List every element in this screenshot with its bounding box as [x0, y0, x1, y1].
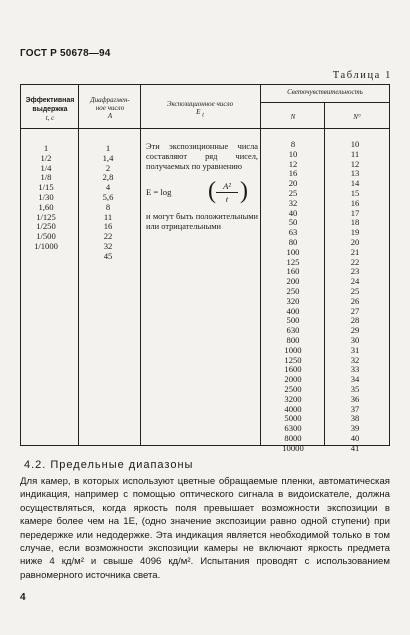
table-top-rule: [20, 84, 390, 85]
ev-explanation-1: Эти экспозиционные числа составляют ряд чисел, получаемых по уравнению: [146, 142, 258, 172]
exposure-cell: 1/8: [40, 172, 52, 183]
aperture-cell: 1: [105, 143, 111, 153]
iso-deg-cell: 27: [350, 305, 360, 316]
iso-deg-column: [332, 140, 378, 454]
iso-deg-cell: 41: [350, 442, 360, 453]
exposure-cell: 1/4: [40, 162, 52, 173]
aperture-cell: 32: [103, 240, 113, 251]
exposure-cell: 1/2: [40, 152, 52, 163]
table-right-rule: [389, 84, 390, 446]
iso-deg-cell: 17: [350, 207, 360, 218]
iso-n-cell: 8: [290, 139, 296, 149]
formula-fraction-bar: [216, 192, 238, 193]
iso-n-cell: 6300: [284, 423, 302, 434]
aperture-cell: 5,6: [102, 191, 114, 202]
iso-n-cell: 2000: [284, 374, 302, 385]
iso-deg-cell: 22: [350, 256, 360, 267]
iso-n-cell: 160: [286, 266, 300, 277]
iso-n-cell: 16: [288, 168, 298, 179]
header-bottom-rule: [20, 128, 390, 129]
aperture-cell: 11: [103, 211, 113, 222]
iso-n-cell: 10000: [282, 442, 304, 453]
header-sensitivity: Светочувствительность: [287, 88, 363, 96]
column-rule-1: [78, 84, 79, 446]
iso-deg-cell: 13: [350, 168, 360, 179]
iso-n-cell: 800: [286, 334, 300, 345]
iso-deg-cell: 16: [350, 197, 360, 208]
iso-n-cell: 2500: [284, 383, 302, 394]
column-rule-4: [324, 102, 325, 446]
aperture-cell: 8: [105, 201, 111, 212]
page-number: 4: [20, 592, 26, 603]
table-label: Таблица 1: [332, 70, 392, 81]
iso-n-cell: 1000: [284, 344, 302, 355]
exposure-cell: 1: [43, 143, 49, 153]
iso-deg-cell: 32: [350, 354, 360, 365]
header-iso-n: N: [290, 113, 296, 121]
iso-n-cell: 80: [288, 236, 298, 247]
ev-formula: [146, 178, 258, 208]
header-aperture: Диафрагмен- ное число A: [90, 96, 130, 120]
iso-n-cell: 4000: [284, 403, 302, 414]
iso-deg-cell: 15: [350, 187, 360, 198]
iso-n-column: [270, 140, 316, 454]
data-table: [20, 84, 390, 453]
iso-deg-cell: 25: [350, 285, 360, 296]
iso-deg-cell: 18: [350, 217, 360, 228]
aperture-cell: 45: [103, 250, 113, 261]
column-rule-3: [260, 84, 261, 446]
iso-n-cell: 630: [286, 325, 300, 336]
iso-deg-cell: 11: [350, 148, 360, 159]
aperture-cell: 2,8: [102, 172, 114, 183]
iso-n-cell: 20: [288, 178, 298, 189]
iso-n-cell: 5000: [284, 413, 302, 424]
iso-n-cell: 50: [288, 217, 298, 228]
aperture-cell: 16: [103, 221, 113, 232]
iso-n-cell: 500: [286, 315, 300, 326]
iso-deg-cell: 30: [350, 334, 360, 345]
formula-denominator: t: [225, 194, 229, 204]
iso-deg-cell: 29: [350, 325, 360, 336]
iso-deg-cell: 39: [350, 423, 360, 434]
section-text: Для камер, в которых используют цветные обращаемые пленки, автоматическая индикация, например с помощью оптического сигнала в видоискателе, должна осуществляться, когда яркость поля превышает возможности экспозиции в камере более чем на 1E, (одно значение экспозиции равно одной ступени) при передержке или недодержке. Эта индикация является необходимой только в том случае, если возможности экспозиции камеры не включают яркость предмета ниже 4 кд/м² и свыше 4096 кд/м². Испытания проводят с использованием равномерного источника света.: [20, 476, 390, 581]
iso-n-cell: 100: [286, 246, 300, 257]
sensitivity-subheader-rule: [260, 102, 390, 103]
iso-deg-cell: 38: [350, 413, 360, 424]
iso-deg-cell: 20: [350, 236, 360, 247]
table-left-rule: [20, 84, 21, 446]
exposure-cell: 1/125: [36, 211, 56, 222]
iso-n-cell: 32: [288, 197, 298, 208]
exposure-cell: 1/500: [36, 231, 56, 242]
iso-deg-cell: 37: [350, 403, 360, 414]
header-exposure: Эффективная выдержка t, с: [25, 97, 75, 122]
iso-n-cell: 1600: [284, 364, 302, 375]
iso-deg-cell: 14: [350, 178, 360, 189]
iso-deg-cell: 12: [350, 158, 360, 169]
iso-n-cell: 12: [288, 158, 298, 169]
exposure-column: [22, 144, 70, 252]
exposure-cell: 1/30: [38, 191, 54, 202]
iso-deg-cell: 24: [350, 276, 360, 287]
iso-deg-cell: 31: [350, 344, 360, 355]
iso-deg-cell: 21: [350, 246, 360, 257]
iso-deg-cell: 34: [350, 374, 360, 385]
iso-n-cell: 250: [286, 285, 300, 296]
header-iso-deg: N°: [353, 113, 361, 121]
iso-n-cell: 40: [288, 207, 298, 218]
iso-n-cell: 25: [288, 187, 298, 198]
formula-numerator: A²: [223, 181, 231, 191]
iso-n-cell: 10: [288, 148, 298, 159]
header-ev: Экспозиционное число E $_t$: [166, 100, 234, 119]
iso-deg-cell: 36: [350, 393, 360, 404]
iso-n-cell: 3200: [284, 393, 302, 404]
iso-n-cell: 400: [286, 305, 300, 316]
formula-lhs: E = log: [146, 187, 172, 197]
aperture-cell: 22: [103, 231, 113, 242]
iso-n-cell: 63: [288, 227, 298, 238]
aperture-cell: 2: [105, 162, 111, 173]
exposure-cell: 1,60: [38, 201, 54, 212]
aperture-column: [84, 144, 132, 262]
column-rule-2: [140, 84, 141, 446]
iso-deg-cell: 40: [350, 432, 360, 443]
iso-deg-cell: 33: [350, 364, 360, 375]
section-title: 4.2. Предельные диапазоны: [24, 459, 194, 471]
iso-deg-cell: 35: [350, 383, 360, 394]
aperture-cell: 1,4: [102, 152, 114, 163]
iso-deg-cell: 23: [350, 266, 360, 277]
iso-deg-cell: 19: [350, 227, 360, 238]
exposure-cell: 1/1000: [34, 240, 58, 251]
iso-n-cell: 200: [286, 276, 300, 287]
iso-deg-cell: 28: [350, 315, 360, 326]
iso-n-cell: 8000: [284, 432, 302, 443]
iso-deg-cell: 26: [350, 295, 360, 306]
standard-header: ГОСТ Р 50678—94: [20, 48, 111, 59]
iso-n-cell: 320: [286, 295, 300, 306]
iso-deg-cell: 10: [350, 139, 360, 149]
aperture-cell: 4: [105, 182, 111, 193]
exposure-cell: 1/15: [38, 182, 54, 193]
iso-n-cell: 125: [286, 256, 300, 267]
formula-paren-left: (: [208, 178, 216, 204]
formula-paren-right: ): [240, 178, 248, 204]
iso-n-cell: 1250: [284, 354, 302, 365]
exposure-cell: 1/250: [36, 221, 56, 232]
ev-explanation-2: и могут быть положительными или отрицательными: [146, 212, 258, 232]
